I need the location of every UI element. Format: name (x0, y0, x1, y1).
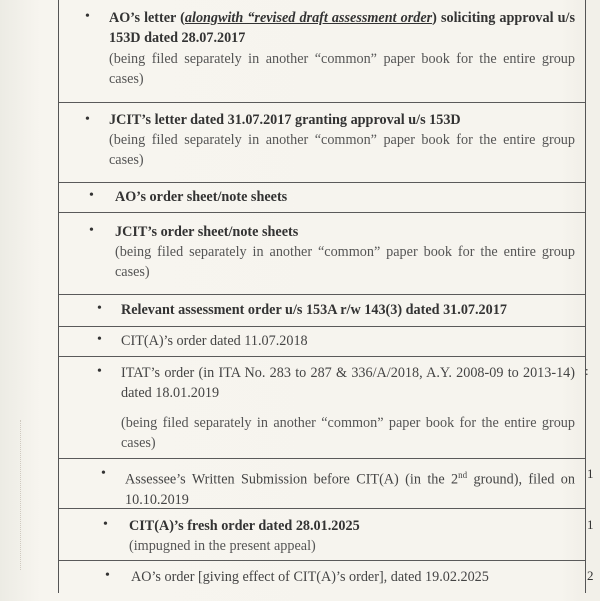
row-lead-text: CIT(A)’s fresh order dated 28.01.2025 (129, 518, 360, 534)
table-row (59, 509, 594, 561)
bullet-icon: • (89, 188, 94, 203)
row-lead-text (109, 8, 575, 48)
table-row (59, 295, 585, 327)
lead-post: ) soliciting approval u/s 153D dated 28.07.2017 (109, 10, 575, 46)
table-row (59, 183, 585, 213)
table-row (59, 213, 585, 295)
row-lead-text (125, 465, 575, 510)
lead-emphasis: alongwith “revised draft assessment order (184, 10, 433, 26)
bullet-icon: • (103, 517, 108, 532)
bullet-icon: • (97, 332, 102, 347)
row-lead-text: AO’s order sheet/note sheets (115, 189, 288, 205)
lead-pre: Assessee’s Written Submission before CIT(A) (in the 2 (125, 471, 459, 488)
table-row (59, 459, 594, 509)
row-note-text: (being filed separately in another “common” paper book for the entire group cases) (115, 244, 575, 280)
side-number: 1 (587, 517, 594, 532)
bullet-icon: • (97, 364, 102, 379)
row-lead-text: Relevant assessment order u/s 153A r/w 143(3) dated 31.07.2017 (121, 302, 507, 318)
row-note-text: (being filed separately in another “common” paper book for the entire group cases) (121, 415, 575, 451)
table-row (59, 561, 594, 593)
lead-pre: AO’s letter ( (109, 10, 185, 26)
margin-marks (20, 420, 23, 570)
table-row (59, 103, 585, 183)
lead-post: ground), filed on 10.10.2019 (125, 471, 575, 508)
row-lead-text: CIT(A)’s order dated 11.07.2018 (121, 333, 308, 349)
bullet-icon: • (97, 301, 102, 316)
table-row (59, 327, 585, 357)
table-row (59, 0, 585, 103)
row-lead-text: AO’s order [giving effect of CIT(A)’s order], dated 19.02.2025 (131, 569, 489, 585)
row-lead-text: JCIT’s order sheet/note sheets (115, 224, 299, 240)
row-lead-text: ITAT’s order (in ITA No. 283 to 287 & 336/A/2018, A.Y. 2008-09 to 2013-14) dated 18.01.2019 (121, 365, 575, 401)
side-number: 1 (587, 466, 594, 481)
bullet-icon: • (101, 466, 106, 481)
lead-superscript: nd (458, 470, 468, 480)
table-row (59, 357, 589, 459)
bullet-icon: • (85, 112, 90, 127)
bullet-icon: • (105, 568, 110, 583)
row-lead-text: JCIT’s letter dated 31.07.2017 granting approval u/s 153D (109, 112, 461, 128)
bullet-icon: • (85, 9, 90, 24)
row-note-text: (impugned in the present appeal) (129, 538, 316, 554)
side-colon: : (585, 363, 589, 378)
row-note-text: (being filed separately in another “common” paper book for the entire group cases) (109, 51, 575, 87)
bullet-icon: • (89, 223, 94, 238)
row-note-text: (being filed separately in another “common” paper book for the entire group cases) (109, 132, 575, 168)
side-number: 2 (587, 568, 594, 583)
document-index-table (58, 0, 594, 593)
